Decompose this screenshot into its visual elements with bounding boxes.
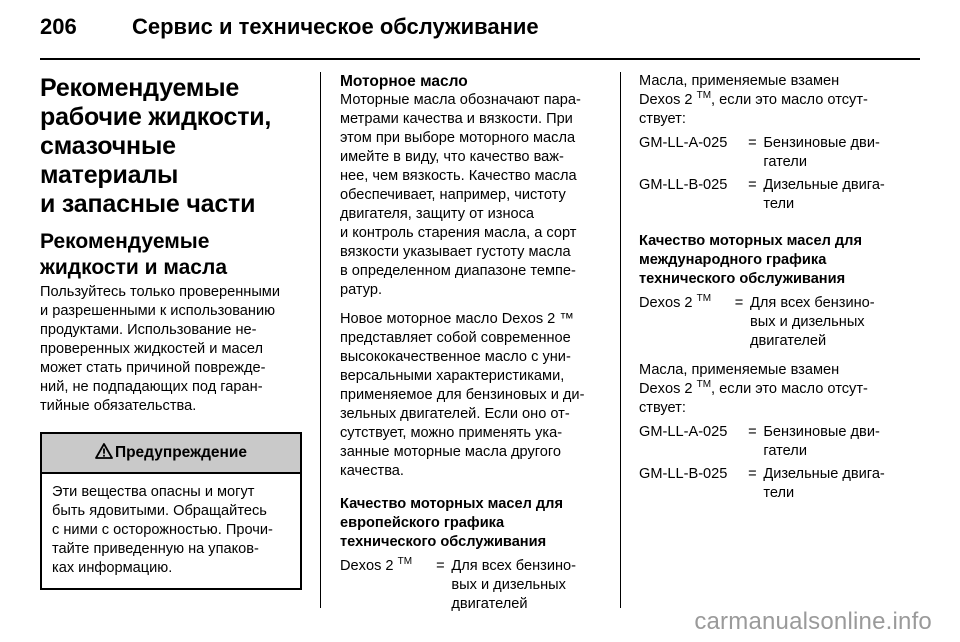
substitute-note: Масла, применяемые взамен Dexos 2 ™, если это масло отсут- ствует: [639,73,868,127]
spec-equals: = [734,295,744,311]
spec-key: GM-LL-B-025 [639,466,728,482]
spec-row [639,172,904,214]
column-3 [639,72,904,503]
spec-equals: = [748,177,757,193]
intro-paragraph: Пользуйтесь только проверенными и разрешенными к использованию продуктами. Использование не- проверенных жидкостей и масел может стать причиной поврежде- ний, не подпадающих под гаран- тийные обязательства. [40,284,280,414]
warning-triangle-icon [95,443,113,464]
spec-equals: = [748,135,757,151]
column-1 [40,72,302,590]
spec-value: Бензиновые дви- гатели [763,424,880,459]
dexos-paragraph: Новое моторное масло Dexos 2 ™ представляет собой современное высококачественное масло с уни- версальными характеристиками, применяемое для бензиновых и ди- зельных двигателей. Если оно от- сутствует, можно применять ука- занные моторные масла другого качества. [340,311,585,479]
spec-table [639,134,904,214]
subsection-heading: Рекомендуемые жидкости и масла [40,230,228,279]
spec-value: Для всех бензино- вых и дизельных двигателей [451,558,577,612]
page-number: 206 [40,14,77,39]
substitute-note: Масла, применяемые взамен Dexos 2 ™, если это масло отсут- ствует: [639,362,868,416]
spec-value: Дизельные двига- тели [763,466,885,501]
warning-body [42,474,300,588]
spec-key: GM-LL-A-025 [639,424,728,440]
spec-value: Бензиновые дви- гатели [763,135,880,170]
engine-oil-paragraph: Моторные масла обозначают пара- метрами качества и вязкости. При этом при выборе моторного масла имейте в виду, что качество важ- нее, чем вязкость. Качество масла обеспечивает, например, чистоту двигателя, защиту от износа и контроль старения масла, а сорт вязкости указывает густоту масла в определенном диапазоне темпе- ратур. [340,92,581,298]
warning-box [40,432,302,590]
watermark: carmanualsonline.info [694,608,932,635]
international-quality-heading: Качество моторных масел для международного графика технического обслуживания [639,233,862,287]
warning-title: Предупреждение [114,444,248,461]
spec-value: Дизельные двига- тели [763,177,885,212]
spec-key: GM-LL-B-025 [639,177,728,193]
spec-table [639,423,904,503]
chapter-title: Сервис и техническое обслуживание [132,14,539,39]
spec-key: Dexos 2 ™ [340,556,413,574]
warning-text: Эти вещества опасны и могут быть ядовитыми. Обращайтесь с ними с осторожностью. Прочи- тайте приведенную на упаков- ках информацию. [52,484,273,576]
engine-oil-heading: Моторное масло [340,73,468,90]
spec-key: GM-LL-A-025 [639,135,728,151]
spec-key: Dexos 2 ™ [639,293,712,311]
column-2 [340,72,606,614]
warning-header [42,434,300,474]
spec-equals: = [748,466,757,482]
spec-table [340,557,606,614]
spec-row [340,557,606,614]
spec-equals: = [436,558,445,574]
spec-row [639,134,904,172]
spec-equals: = [748,424,757,440]
page-header [40,14,920,50]
column-divider [620,72,621,608]
european-quality-heading: Качество моторных масел для европейского графика технического обслуживания [340,496,563,550]
section-heading: Рекомендуемые рабочие жидкости, смазочные материалы и запасные части [40,74,272,218]
spec-row [639,294,904,351]
spec-row [639,423,904,461]
spec-value: Для всех бензино- вых и дизельных двигателей [750,295,875,349]
header-divider [40,58,920,60]
spec-row [639,461,904,503]
spec-table [639,294,904,351]
column-divider [320,72,321,608]
